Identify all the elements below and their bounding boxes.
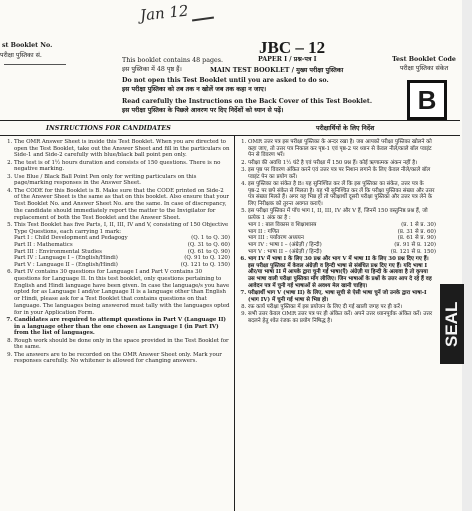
column-divider bbox=[234, 135, 235, 511]
instruction-item-hindi: 3. इस पृष्ठ पर विवरण अंकित करने एवं उत्तर पत्र पर निशान लगाने के लिए केवल नीले/काले बॉल प्वाइंट पेन का प्रयोग करें। bbox=[248, 167, 436, 180]
heading-rule bbox=[0, 135, 460, 136]
part-row: Part IV : Language I – (English/Hindi) (Q. 91 to Q. 120) bbox=[14, 255, 230, 262]
instruction-item: 7. Candidates are required to attempt questions in Part V (Language II) in a language other than the one chosen as Language I (in Part IV) from the list of languages. bbox=[14, 317, 230, 337]
instruction-item-hindi: 9. सभी उत्तर केवल OMR उत्तर पत्र पर ही अंकित करें। अपने उत्तर ध्यानपूर्वक अंकित करें। उत्तर बदलने हेतु श्वेत रंजक का प्रयोग निषिद्ध है। bbox=[248, 311, 436, 324]
header-rule bbox=[0, 120, 460, 121]
instruction-item-hindi: 8. रफ़ कार्य परीक्षा पुस्तिका में इस प्रयोजन के लिए दी गई खाली जगह पर ही करें। bbox=[248, 304, 436, 311]
page-edge bbox=[462, 0, 472, 511]
seal-tab: SEAL bbox=[440, 284, 464, 364]
pages-info: This booklet contains 48 pages. bbox=[122, 57, 223, 64]
instructions-heading: INSTRUCTIONS FOR CANDIDATES bbox=[46, 125, 171, 132]
pages-info-hindi: इस पुस्तिका में 48 पृष्ठ हैं। bbox=[122, 66, 182, 73]
paper-label: PAPER I / प्रश्न-पत्र I bbox=[258, 56, 317, 63]
instructions-hindi bbox=[236, 139, 436, 325]
instruction-item: 6. Part IV contains 30 questions for Language I and Part V contains 30 questions for Language II. In this test booklet, only questions pertaining to English and Hindi language have been given. In case the language/s you have opted for as Language I and/or Language II is a language other than English or Hindi, please ask for a Test Booklet that contains questions on that language. The languages being answered must tally with the languages opted for in your Application Form. bbox=[14, 269, 230, 316]
part-row: Part I : Child Development and Pedagogy (Q. 1 to Q. 30) bbox=[14, 235, 230, 242]
main-test-booklet-label: MAIN TEST BOOKLET / मुख्य परीक्षा पुस्तिका bbox=[210, 67, 344, 74]
booklet-code-box: B bbox=[407, 80, 447, 120]
do-not-open-notice: Do not open this Test Booklet until you are asked to do so. bbox=[122, 77, 329, 84]
instruction-item: 5. This Test Booklet has five Parts, I, II, III, IV and V, consisting of 150 Objective Type Questions, each carrying 1 mark: Part I : Child Development and Pedagogy (Q. 1 to Q. 30) Part II : Mathematics (Q. 31 to Q. 60) Part III : Environmental Studies (Q. 61 to Q. 90) Part IV : Language I – (English/Hindi) (Q. 91 to Q. 120) Part V : Language II – (English/Hindi) (Q. 121 to Q. 150) bbox=[14, 222, 230, 269]
test-booklet-code-label: Test Booklet Code bbox=[392, 56, 456, 63]
instruction-item: 9. The answers are to be recorded on the OMR Answer Sheet only. Mark your responses carefully. No whitener is allowed for changing answers. bbox=[14, 352, 230, 365]
part-row-hindi: भाग I : बाल विकास व शिक्षाशास्त्र (प्र. 1 से प्र. 30) bbox=[248, 221, 436, 228]
instruction-item: 8. Rough work should be done only in the space provided in the Test Booklet for the same. bbox=[14, 338, 230, 351]
handwritten-underline bbox=[192, 16, 214, 21]
do-not-open-notice-hindi: इस परीक्षा पुस्तिका को तब तक न खोलें जब तक कहा न जाए। bbox=[122, 86, 267, 93]
parts-table bbox=[14, 235, 230, 269]
read-instructions-notice: Read carefully the Instructions on the Back Cover of this Test Booklet. bbox=[122, 98, 373, 105]
part-row: Part II : Mathematics (Q. 31 to Q. 60) bbox=[14, 241, 230, 248]
instruction-item: 1. The OMR Answer Sheet is inside this Test Booklet. When you are directed to open the Test Booklet, take out the Answer Sheet and fill in the particulars on Side-1 and Side-2 carefully with blue/black ball point pen only. bbox=[14, 139, 230, 159]
instruction-item: 2. The test is of 1½ hours duration and consists of 150 questions. There is no negative marking. bbox=[14, 160, 230, 173]
booklet-no-label: st Booklet No. bbox=[2, 42, 53, 49]
instructions-heading-hindi: परीक्षार्थियों के लिए निर्देश bbox=[316, 125, 375, 132]
instruction-item-hindi: 4. इस पुस्तिका का संकेत है B। यह सुनिश्चित कर लें कि इस पुस्तिका का संकेत, उत्तर पत्र के पृष्ठ-2 पर छपे संकेत से मिलता है। यह भी सुनिश्चित कर लें कि परीक्षा पुस्तिका संख्या और उत्तर पत्र संख्या मिलते हैं। अगर यह भिन्न हों तो परीक्षार्थी दूसरी परीक्षा पुस्तिका और उत्तर पत्र लेने के लिए निरीक्षक को तुरन्त अवगत कराएँ। bbox=[248, 181, 436, 208]
test-booklet-code-label-hindi: परीक्षा पुस्तिका संकेत bbox=[399, 65, 449, 72]
instruction-item: 4. The CODE for this Booklet is B. Make sure that the CODE printed on Side-2 of the Answer Sheet is the same as that on this booklet. Also ensure that your Test Booklet No. and Answer Sheet No. are the same. In case of discrepancy, the candidate should immediately report the matter to the Invigilator for replacement of both the Test Booklet and the Answer Sheet. bbox=[14, 188, 230, 222]
booklet-no-label-hindi: परीक्षा पुस्तिका सं. bbox=[0, 52, 42, 59]
part-row-hindi: भाग II : गणित (प्र. 31 से प्र. 60) bbox=[248, 228, 436, 235]
part-row-hindi: भाग V : भाषा II – (अंग्रेज़ी / हिन्दी) (प्र. 121 से प्र. 150) bbox=[248, 248, 436, 255]
instruction-item-hindi: 7. परीक्षार्थी भाग V (भाषा II) के लिए, भाषा सूची से ऐसी भाषा चुनें जो उनके द्वारा भाषा-I (भाग IV) में चुनी गई भाषा से भिन्न हो। bbox=[248, 290, 436, 303]
instruction-item-hindi: 1. OMR उत्तर पत्र इस परीक्षा पुस्तिका के अन्दर रखा है। जब आपको परीक्षा पुस्तिका खोलने को कहा जाए, तो उत्तर पत्र निकाल कर पृष्ठ-1 एवं पृष्ठ-2 पर ध्यान से केवल नीले/काले बॉल प्वाइंट पेन से विवरण भरें। bbox=[248, 139, 436, 159]
parts-table-hindi bbox=[248, 222, 436, 256]
instructions-english bbox=[2, 139, 230, 366]
part-row-hindi: भाग IV : भाषा I – (अंग्रेज़ी / हिन्दी) (प्र. 91 से प्र. 120) bbox=[248, 241, 436, 248]
part-row: Part V : Language II – (English/Hindi) (Q. 121 to Q. 150) bbox=[14, 262, 230, 269]
instruction-item-hindi: 2. परीक्षा की अवधि 1½ घंटे है एवं परीक्षा में 150 प्रश्न हैं। कोई ऋणात्मक अंकन नहीं है। bbox=[248, 160, 436, 167]
instruction-item-hindi: 6. भाग IV में भाषा I के लिए 30 प्रश्न और भाग V में भाषा II के लिए 30 प्रश्न दिए गए हैं। इस परीक्षा पुस्तिका में केवल अंग्रेज़ी व हिन्दी भाषा से संबंधित प्रश्न दिए गए हैं। यदि भाषा I और/या भाषा II में आपके द्वारा चुनी गई भाषा(एँ) अंग्रेज़ी या हिन्दी के अलावा है तो कृपया उस भाषा वाली परीक्षा पुस्तिका माँग लीजिए। जिन भाषाओं के प्रश्नों के उत्तर आप दे रहे हैं वह आवेदन पत्र में चुनी गई भाषाओं से अवश्य मेल खानी चाहिए। bbox=[248, 256, 436, 290]
booklet-no-line bbox=[4, 64, 66, 65]
instruction-item: 3. Use Blue / Black Ball Point Pen only for writing particulars on this page/marking responses in the Answer Sheet. bbox=[14, 174, 230, 187]
handwritten-date: Jan 12 bbox=[139, 1, 190, 25]
part-row-hindi: भाग III : पर्यावरण अध्ययन (प्र. 61 से प्र. 90) bbox=[248, 235, 436, 242]
booklet-code-title: JBC – 12 bbox=[259, 38, 326, 57]
part-row: Part III : Environmental Studies (Q. 61 to Q. 90) bbox=[14, 248, 230, 255]
instruction-item-hindi: 5. इस परीक्षा पुस्तिका में पाँच भाग I, II, III, IV और V हैं, जिनमें 150 वस्तुनिष्ठ प्रश्न हैं, जो प्रत्येक 1 अंक का है : भाग I : बाल विकास व शिक्षाशास्त्र (प्र. 1 से प्र. 30) भाग II : गणित (प्र. 31 से प्र. 60) भाग III : पर्यावरण अध्ययन (प्र. 61 से प्र. 90) भाग IV : भाषा I – (अंग्रेज़ी / हिन्दी) (प्र. 91 से प्र. 120) भाग V : भाषा II – (अंग्रेज़ी / हिन्दी) (प्र. 121 से प्र. 150) bbox=[248, 208, 436, 255]
read-instructions-notice-hindi: इस परीक्षा पुस्तिका के पिछले आवरण पर दिए निर्देशों को ध्यान से पढ़ें। bbox=[122, 107, 284, 114]
